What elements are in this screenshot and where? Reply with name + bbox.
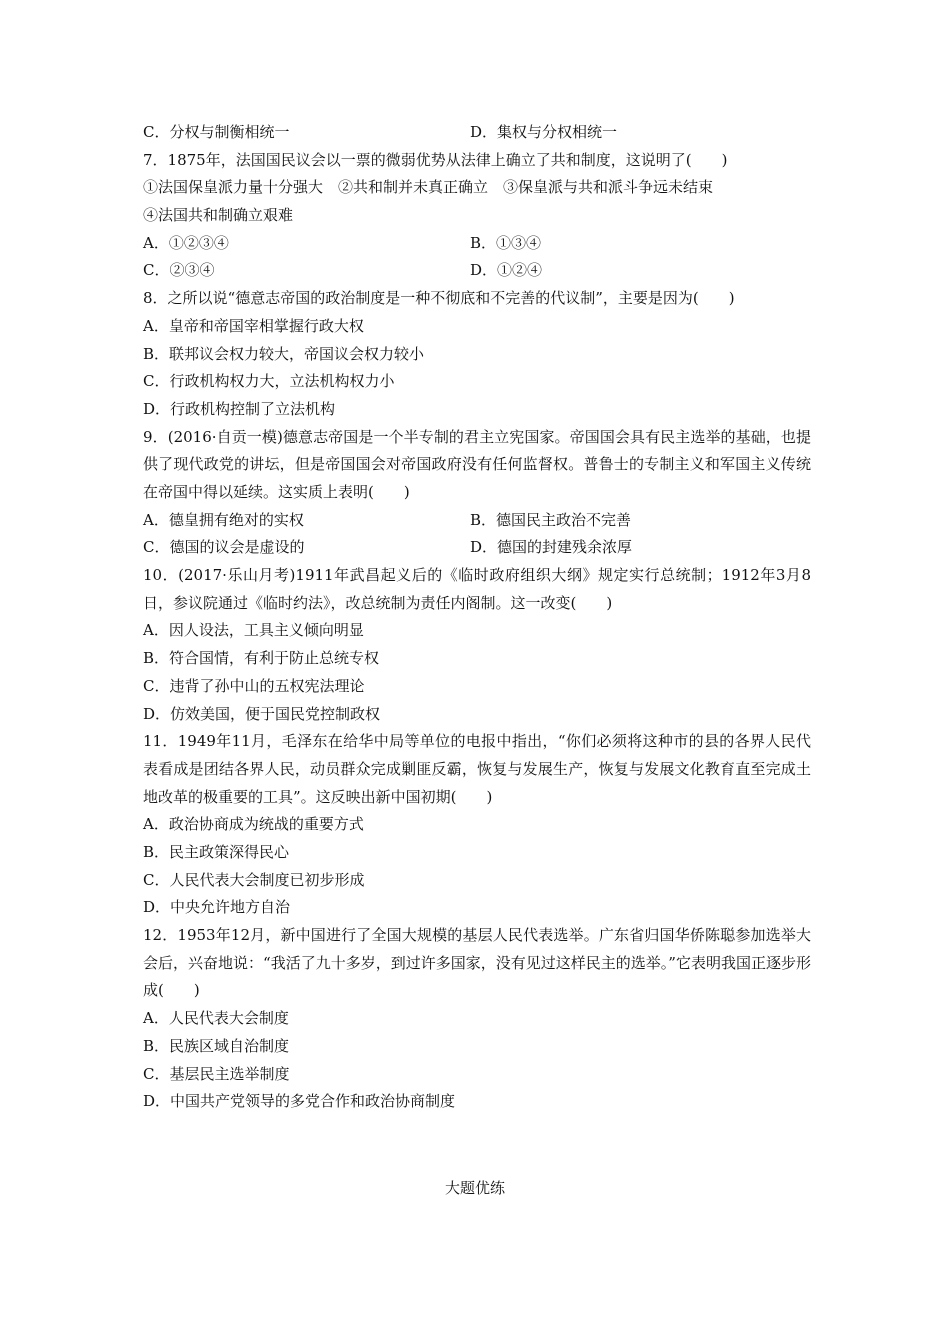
option-row: [143, 257, 811, 285]
option-a: A．①②③④: [143, 233, 229, 252]
option-d: D．①②④: [470, 261, 543, 280]
question-stem: 12．1953年12月，新中国进行了全国大规模的基层人民代表选举。广东省归国华侨陈聪参加选举大会后，兴奋地说：“我活了九十多岁，到过许多国家，没有见过这样民主的选举。”它表明我国正逐步形成( ): [143, 926, 811, 1000]
option-row: [143, 230, 811, 258]
statement-items: ④法国共和制确立艰难: [143, 206, 294, 225]
question-stem: 9．(2016·自贡一模)德意志帝国是一个半专制的君主立宪国家。帝国国会具有民主选举的基础，也提供了现代政党的讲坛，但是帝国国会对帝国政府没有任何监督权。普鲁士的专制主义和军国主义传统在帝国中得以延续。这实质上表明( ): [143, 427, 811, 501]
question-10: [143, 562, 811, 728]
option-b: B．民族区域自治制度: [143, 1036, 290, 1055]
statement-items: ①法国保皇派力量十分强大 ②共和制并未真正确立 ③保皇派与共和派斗争远未结束: [143, 178, 714, 197]
option-c: C．行政机构权力大，立法机构权力小: [143, 372, 395, 391]
option-a: A．政治协商成为统战的重要方式: [143, 815, 364, 834]
question-stem: 7．1875年，法国国民议会以一票的微弱优势从法律上确立了共和制度，这说明了( ): [143, 150, 728, 169]
option-b: B．符合国情，有利于防止总统专权: [143, 649, 380, 668]
question-12: [143, 922, 811, 1116]
option-d: D．德国的封建残余浓厚: [470, 538, 633, 557]
question-11: [143, 728, 811, 922]
option-b: B．德国民主政治不完善: [470, 510, 632, 529]
option-c: C．基层民主选举制度: [143, 1064, 290, 1083]
option-d: D．中央允许地方自治: [143, 898, 291, 917]
option-d: D．仿效美国，便于国民党控制政权: [143, 704, 381, 723]
option-a: A．皇帝和帝国宰相掌握行政大权: [143, 316, 364, 335]
option-d: D．中国共产党领导的多党合作和政治协商制度: [143, 1092, 456, 1111]
option-c: C．人民代表大会制度已初步形成: [143, 870, 365, 889]
question-stem: 11．1949年11月，毛泽东在给华中局等单位的电报中指出，“你们必须将这种市的县的各界人民代表看成是团结各界人民，动员群众完成剿匪反霸，恢复与发展生产，恢复与发展文化教育直至完成土地改革的极重要的工具”。这反映出新中国初期( ): [143, 732, 811, 806]
option-a: A．人民代表大会制度: [143, 1009, 289, 1028]
question-9: [143, 424, 811, 562]
option-b: B．联邦议会权力较大，帝国议会权力较小: [143, 344, 425, 363]
option-c: C．违背了孙中山的五权宪法理论: [143, 676, 365, 695]
question-8: [143, 285, 811, 423]
option-c: C．分权与制衡相统一: [143, 123, 290, 141]
question-7: [143, 147, 811, 285]
question-stem: 8．之所以说“德意志帝国的政治制度是一种不彻底和不完善的代议制”，主要是因为( ): [143, 289, 735, 308]
section-title: 大题优练: [444, 1179, 505, 1197]
option-b: B．①③④: [470, 233, 542, 252]
question-stem: 10．(2017·乐山月考)1911年武昌起义后的《临时政府组织大纲》规定实行总统制；1912年3月8日，参议院通过《临时约法》，改总统制为责任内阁制。这一改变( ): [143, 566, 811, 612]
question-list: [143, 119, 811, 1116]
option-b: B．民主政策深得民心: [143, 843, 290, 862]
option-row: [143, 507, 811, 535]
option-c: C．德国的议会是虚设的: [143, 538, 305, 557]
option-d: D．集权与分权相统一: [470, 123, 618, 141]
option-a: A．德皇拥有绝对的实权: [143, 510, 304, 529]
option-a: A．因人设法，工具主义倾向明显: [143, 621, 364, 640]
option-row: [143, 534, 811, 562]
previous-question-options: [143, 119, 811, 147]
option-d: D．行政机构控制了立法机构: [143, 399, 336, 418]
option-c: C．②③④: [143, 261, 215, 280]
